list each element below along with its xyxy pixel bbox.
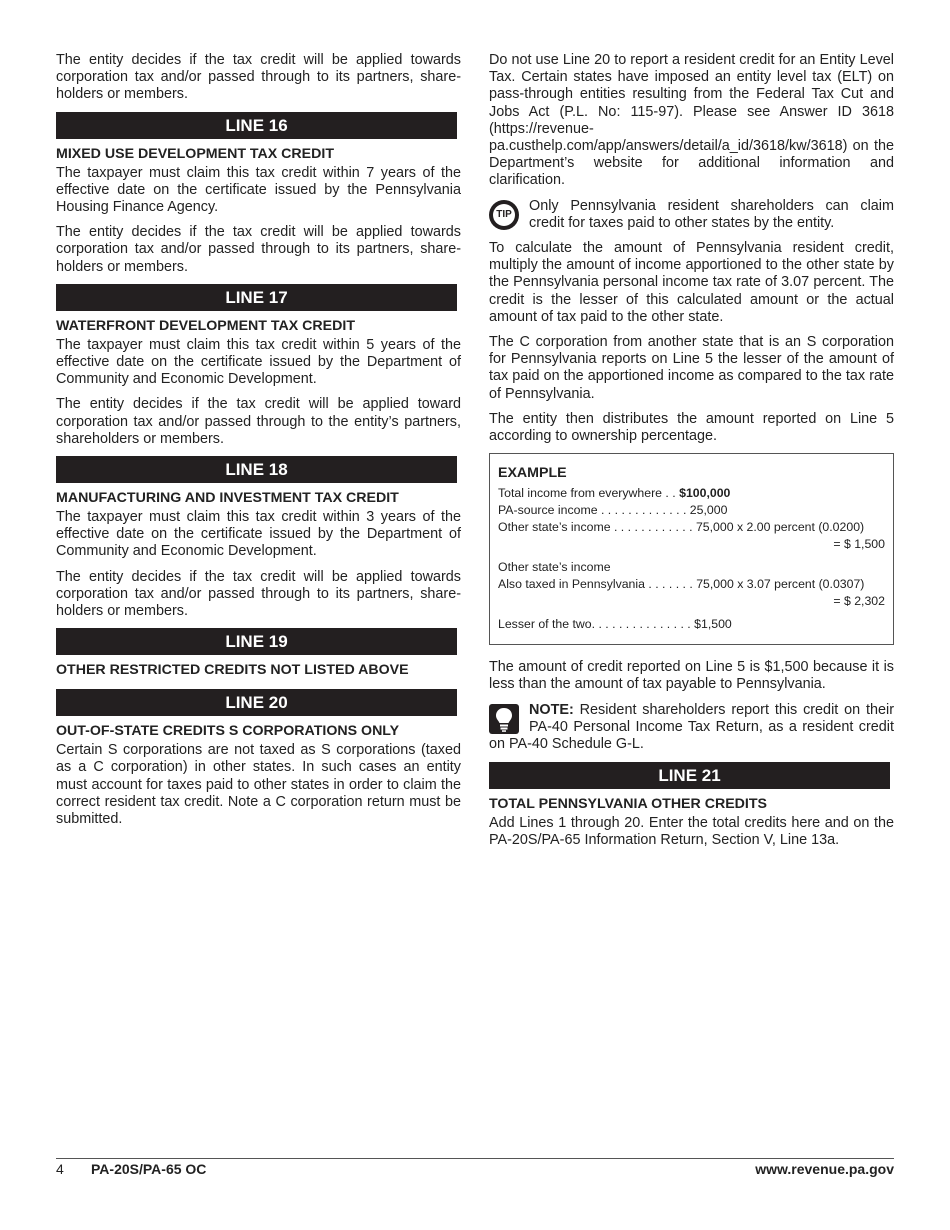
example-row-other-state-result: = $ 1,500: [833, 537, 885, 552]
example-row-also-taxed: Also taxed in Pennsylvania . . . . . . . 75,000 x 3.07 percent (0.0307): [498, 577, 865, 592]
example-row-also-taxed-result: = $ 2,302: [833, 594, 885, 609]
line-21-bar: LINE 21: [489, 762, 890, 789]
page-number: 4: [56, 1161, 64, 1177]
example-row-pa-source: PA-source income . . . . . . . . . . . . . 25,000: [498, 503, 728, 518]
line-18-paragraph-2: The entity decides if the tax credit will be applied towards corporation tax and/or passed through to its partners, shareholders or members.: [56, 568, 461, 620]
line-16-heading: MIXED USE DEVELOPMENT TAX CREDIT: [56, 145, 334, 162]
line-21-paragraph-1: Add Lines 1 through 20. Enter the total credits here and on the PA-20S/PA-65 Information Return, Section V, Line 13a.: [489, 815, 894, 849]
note-label: NOTE:: [529, 701, 574, 718]
line-17-paragraph-1: The taxpayer must claim this tax credit within 5 years of the effective date on the certificate issued by the Department of Community and Economic Development.: [56, 336, 461, 388]
note-callout: [489, 702, 894, 754]
note-text: Resident shareholders report this credit on their PA-40 Personal Income Tax Return, as a resident credit on PA-40 Schedule G-L.: [489, 701, 894, 753]
line-19-bar: LINE 19: [56, 628, 457, 655]
tip-callout: [489, 198, 894, 232]
example-row-lesser: Lesser of the two. . . . . . . . . . . . . . . $1,500: [498, 617, 732, 632]
line-20-paragraph-1: Certain S corporations are not taxed as S corporations (taxed as a C corporation) in other states. In such cases an entity must account for taxes paid to other states in order to claim the correct resident tax credit. Note a C corporation return must be submitted.: [56, 742, 461, 828]
example-total-income-value: $100,000: [679, 486, 731, 501]
credit-amount-paragraph: The amount of credit reported on Line 5 is $1,500 because it is less than the amount of tax payable to Pennsylvania.: [489, 659, 894, 693]
lightbulb-icon: [489, 704, 519, 734]
c-corporation-paragraph: The C corporation from another state that is an S corporation for Pennsylvania reports on Line 5 the lesser of the amount of tax paid on the apportioned income as compared to the tax rate of Pennsylvania.: [489, 334, 894, 402]
example-title: EXAMPLE: [498, 465, 567, 482]
example-row-also-taxed-label: Other state’s income: [498, 560, 611, 575]
elt-paragraph: Do not use Line 20 to report a resident credit for an Entity Level Tax. Certain states have imposed an entity level tax (ELT) on pass-through entities resulting from the Federal Tax Cut and Jobs Act (P.L. No: 115-97). Please see Answer ID 3618 (https://revenue-pa.custhelp.com/app/answers/detail/a_id/3618/kw/3618) on the Department’s website for additional information and clarification.: [489, 52, 894, 189]
line-16-bar: LINE 16: [56, 112, 457, 139]
distribution-paragraph: The entity then distributes the amount reported on Line 5 according to ownership percentage.: [489, 410, 894, 445]
website-url[interactable]: www.revenue.pa.gov: [755, 1161, 894, 1177]
line-18-paragraph-1: The taxpayer must claim this tax credit within 3 years of the effective date on the certificate issued by the Department of Community and Economic Development.: [56, 509, 461, 560]
line-17-bar: LINE 17: [56, 284, 457, 311]
line-16-paragraph-1: The taxpayer must claim this tax credit within 7 years of the effective date on the certificate issued by the Pennsylvania Housing Finance Agency.: [56, 164, 461, 216]
example-box: [489, 453, 894, 645]
form-name: PA-20S/PA-65 OC: [91, 1161, 207, 1177]
tip-icon: [489, 200, 519, 230]
example-row-other-state: Other state’s income . . . . . . . . . . . . 75,000 x 2.00 percent (0.0200): [498, 520, 865, 535]
tip-label: TIP: [493, 204, 515, 226]
line-18-bar: LINE 18: [56, 456, 457, 483]
footer-divider: [56, 1158, 894, 1159]
line-20-heading: OUT-OF-STATE CREDITS S CORPORATIONS ONLY: [56, 723, 400, 740]
line-18-heading: MANUFACTURING AND INVESTMENT TAX CREDIT: [56, 490, 399, 507]
line-21-heading: TOTAL PENNSYLVANIA OTHER CREDITS: [489, 796, 767, 813]
line-17-paragraph-2: The entity decides if the tax credit will be applied toward corporation tax and/or passed through to the entity’s partners, shareholders or members.: [56, 396, 461, 447]
line-20-bar: LINE 20: [56, 689, 457, 716]
example-row-total-income: Total income from everywhere . . $100,000: [498, 486, 731, 501]
intro-paragraph: The entity decides if the tax credit will be applied towards corporation tax and/or passed through to its partners, shareholders or members.: [56, 52, 461, 103]
right-column: [489, 52, 894, 858]
line-16-paragraph-2: The entity decides if the tax credit will be applied towards corporation tax and/or passed through to its partners, shareholders or members.: [56, 224, 461, 275]
line-17-heading: WATERFRONT DEVELOPMENT TAX CREDIT: [56, 317, 355, 334]
left-column: [56, 52, 461, 836]
calculation-paragraph: To calculate the amount of Pennsylvania resident credit, multiply the amount of income apportioned to the other state by the Pennsylvania personal income tax rate of 3.07 percent. The credit is the lesser of this calculated amount or the actual amount of tax paid to the other state.: [489, 240, 894, 325]
tip-text: Only Pennsylvania resident shareholders can claim credit for taxes paid to other states by the entity.: [529, 197, 894, 231]
line-19-heading: OTHER RESTRICTED CREDITS NOT LISTED ABOVE: [56, 662, 409, 679]
